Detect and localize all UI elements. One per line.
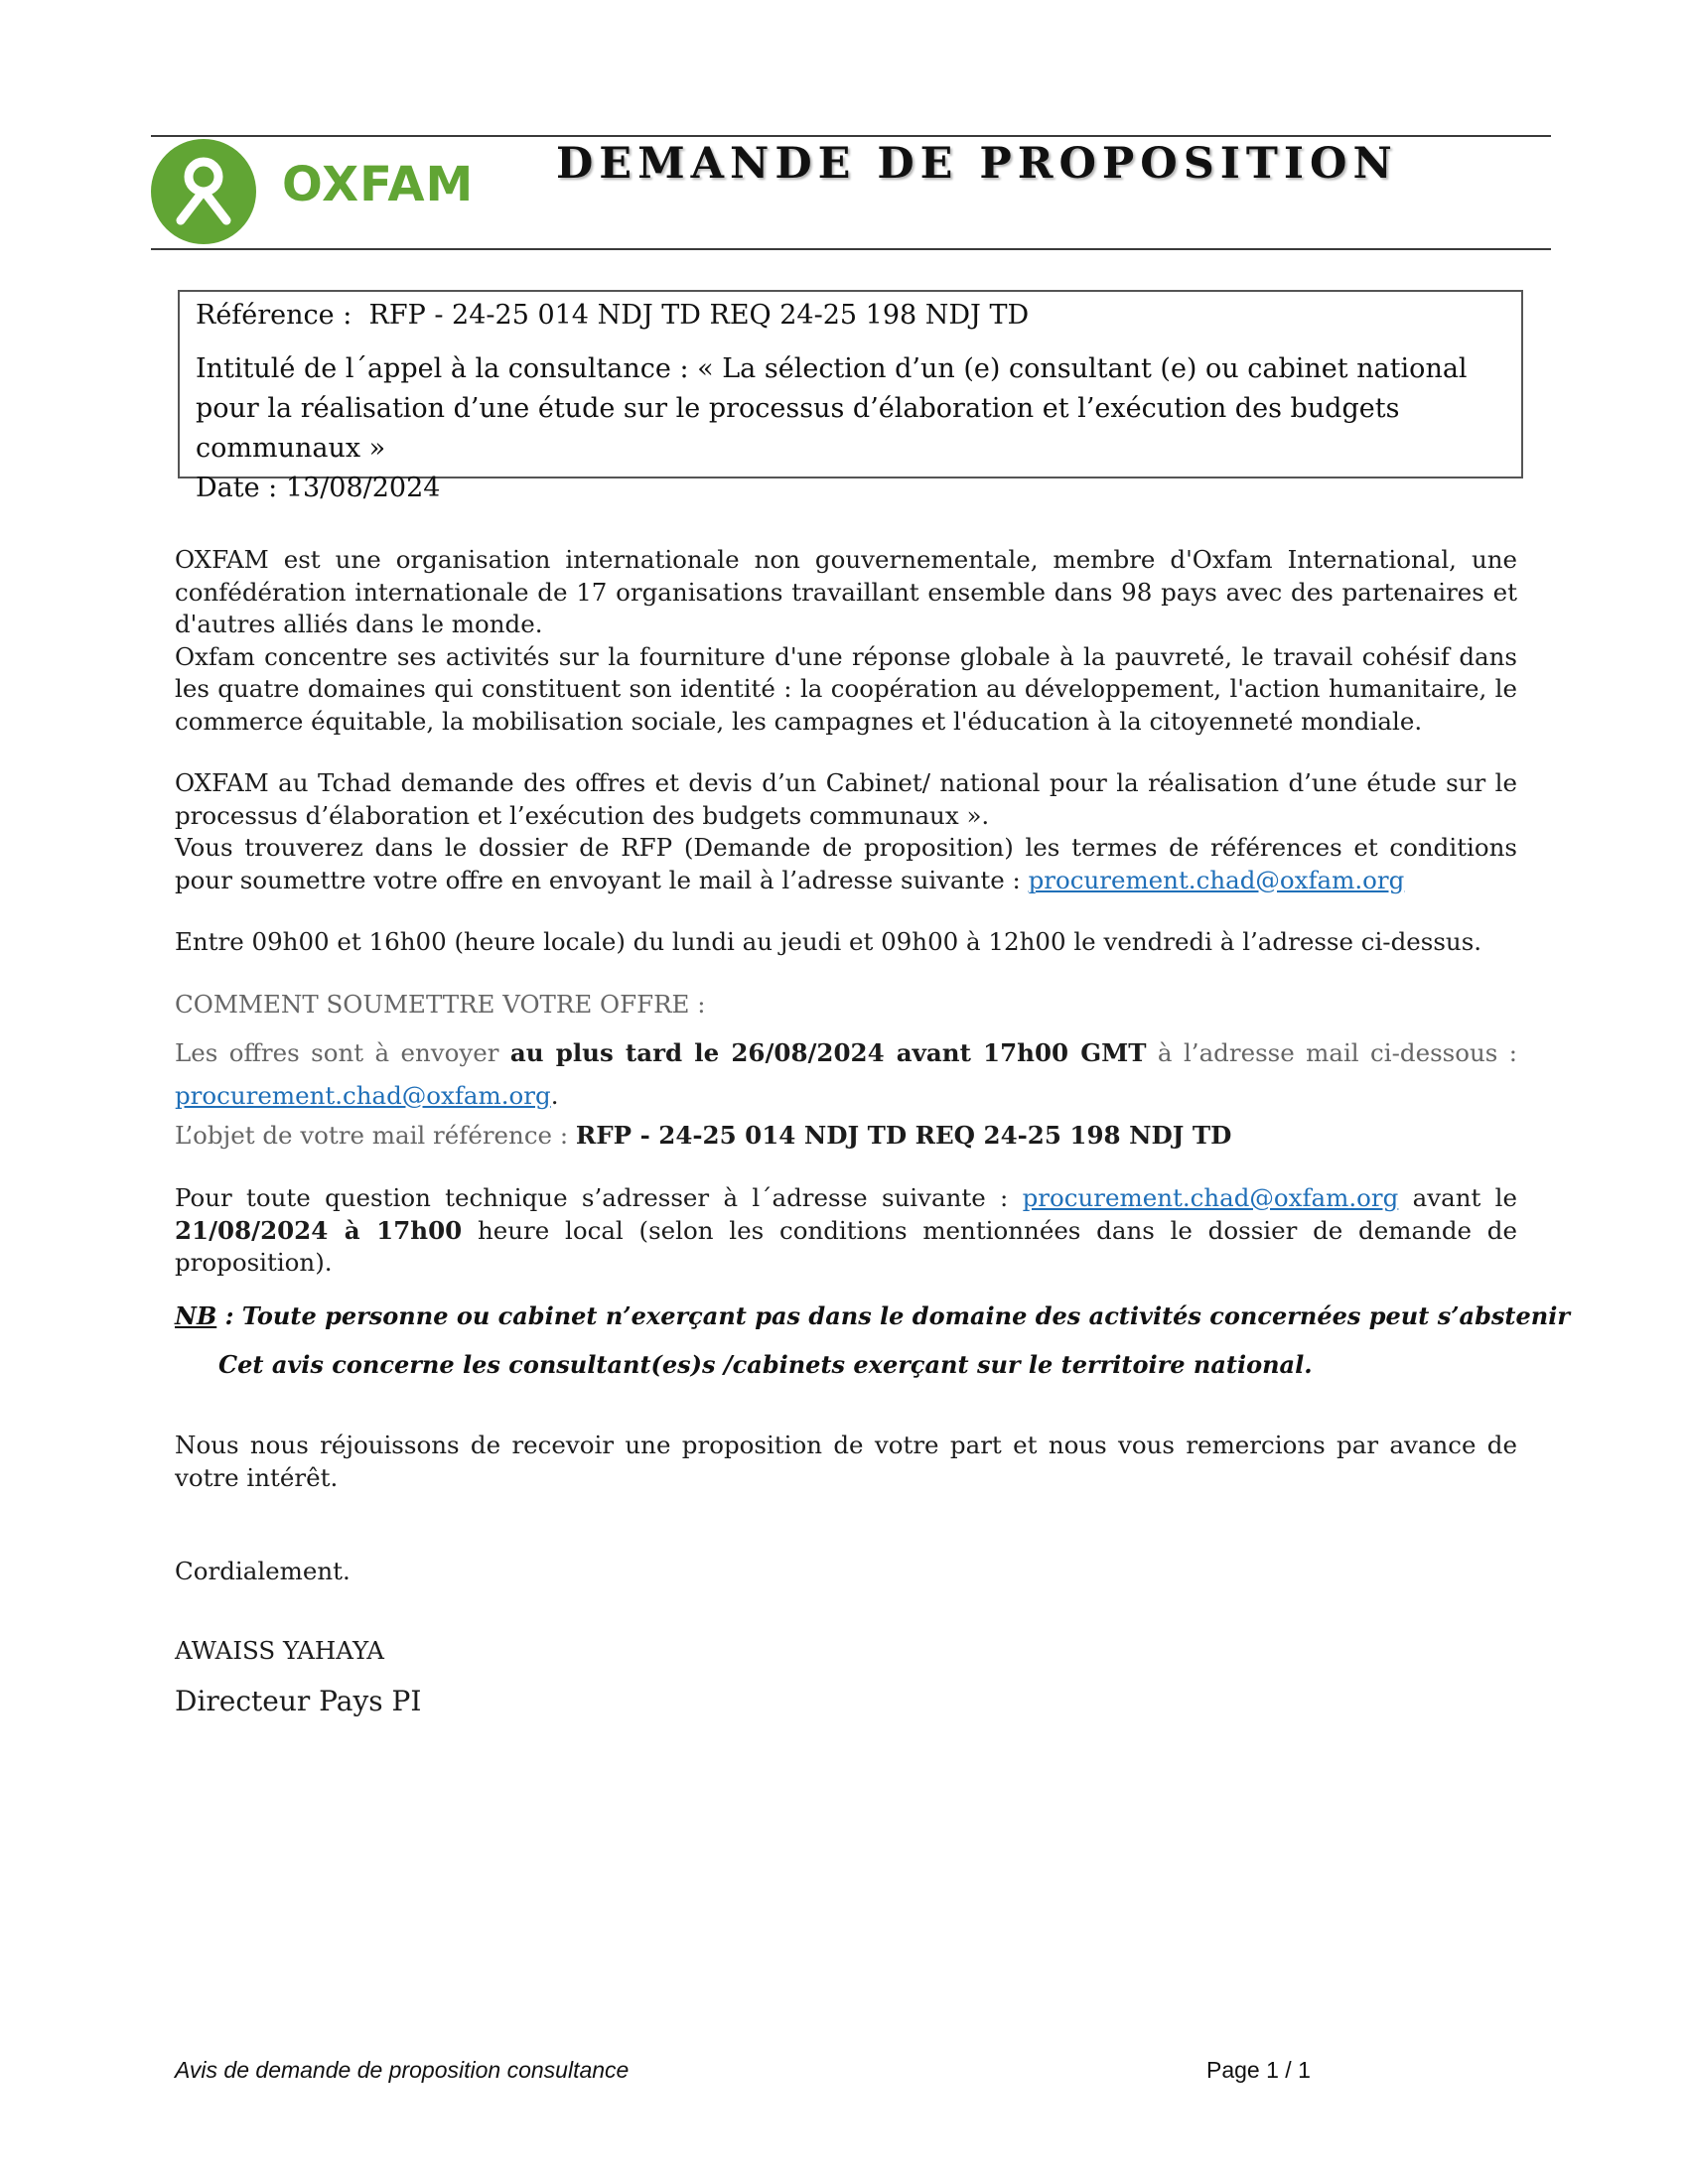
document-title: DEMANDE DE PROPOSITION (556, 139, 1398, 189)
document-date: Date : 13/08/2024 (196, 473, 441, 503)
reference-label: Référence : (196, 300, 352, 331)
paragraph-request: OXFAM au Tchad demande des offres et devis d’un Cabinet/ national pour la réalisation d’une étude sur le processus d’élaboration et l’exécution des budgets communaux ». (175, 768, 1517, 830)
paragraph-activities: Oxfam concentre ses activités sur la fourniture d'une réponse globale à la pauvreté, le travail cohésif dans les quatre domaines qui constituent son identité : la coopération au développement, l'action humanitaire, le commerce équitable, la mobilisation sociale, les campagnes et l'éducation à la citoyenneté mondiale. (175, 641, 1517, 736)
header-bottom-rule (151, 248, 1551, 250)
paragraph-closing: Nous nous réjouissons de recevoir une proposition de votre part et nous vous remercions par avance de votre intérêt. (175, 1431, 1517, 1492)
oxfam-logo-icon (151, 139, 256, 244)
offers-section (175, 1031, 1517, 1117)
paragraph-hours: Entre 09h00 et 16h00 (heure locale) du lundi au jeudi et 09h00 à 12h00 le vendredi à l’adresse ci-dessus. (175, 927, 1482, 956)
closing-section (175, 1430, 1517, 1494)
paragraph-questions (175, 1182, 1517, 1280)
rfp-file-text: Vous trouverez dans le dossier de RFP (Demande de proposition) les termes de références et conditions pour soumettre votre offre en envoyant le mail à l’adresse suivante : (175, 833, 1517, 894)
subject-line (175, 1120, 1517, 1153)
email-link[interactable]: procurement.chad@oxfam.org (175, 1081, 551, 1110)
signatory-title: Directeur Pays PI (175, 1685, 422, 1717)
reference-line (196, 296, 1505, 336)
intro-section (175, 544, 1517, 738)
nb-scope-note: Cet avis concerne les consultant(es)s /cabinets exerçant sur le territoire national. (218, 1350, 1313, 1379)
offers-intro: Les offres sont à envoyer (175, 1038, 499, 1067)
offers-deadline: au plus tard le 26/08/2024 avant 17h00 GMT (509, 1038, 1147, 1067)
oxfam-logo (151, 139, 475, 244)
logo-wordmark: OXFAM (282, 157, 475, 212)
paragraph-about-oxfam: OXFAM est une organisation internationale non gouvernementale, membre d'Oxfam International, une confédération internationale de 17 organisations travaillant ensemble dans 98 pays avec des partenaires et d'autres alliés dans le monde. (175, 545, 1517, 638)
questions-tail: heure local (selon les conditions mentionnées dans le dossier de demande de proposition). (175, 1215, 1517, 1277)
regards: Cordialement. (175, 1557, 351, 1585)
email-link[interactable]: procurement.chad@oxfam.org (1028, 865, 1405, 894)
questions-section (175, 1182, 1517, 1280)
signatory-name: AWAISS YAHAYA (175, 1636, 384, 1665)
header-top-rule (151, 135, 1551, 137)
questions-intro: Pour toute question technique s’adresser à l´adresse suivante : (175, 1183, 1009, 1212)
reference-box (178, 290, 1523, 503)
questions-before: avant le (1412, 1183, 1517, 1212)
questions-deadline: 21/08/2024 à 17h00 (175, 1215, 463, 1245)
paragraph-rfp-file (175, 832, 1517, 896)
nb-label: NB (175, 1301, 217, 1330)
reference-value: RFP - 24-25 014 NDJ TD REQ 24-25 198 NDJ TD (368, 300, 1030, 331)
consultancy-title: Intitulé de l´appel à la consultance : « La sélection d’un (e) consultant (e) ou cabinet national pour la réalisation d’une étude sur le processus d’élaboration et l’exécution des budgets communaux » (196, 353, 1468, 464)
request-section (175, 767, 1517, 896)
footer-left: Avis de demande de proposition consultance (175, 2057, 630, 2083)
email-link[interactable]: procurement.chad@oxfam.org (1022, 1183, 1399, 1212)
subject-value: RFP - 24-25 014 NDJ TD REQ 24-25 198 NDJ TD (575, 1121, 1232, 1150)
paragraph-offers: Les offres sont à envoyer au plus tard le 26/08/2024 avant 17h00 GMT à l’adresse mail ci-dessous : procurement.chad@oxfam.org. (175, 1038, 1517, 1110)
nb-text: : Toute personne ou cabinet n’exerçant pas dans le domaine des activités concernées peut s’abstenir (224, 1301, 1570, 1330)
subject-label: L’objet de votre mail référence : (175, 1121, 569, 1150)
hours-section (175, 926, 1517, 959)
offers-tail: à l’adresse mail ci-dessous : (1157, 1038, 1517, 1067)
how-to-submit-heading: COMMENT SOUMETTRE VOTRE OFFRE : (175, 990, 706, 1019)
page-number: Page 1 / 1 (1206, 2057, 1311, 2083)
nb-note (175, 1301, 1570, 1330)
